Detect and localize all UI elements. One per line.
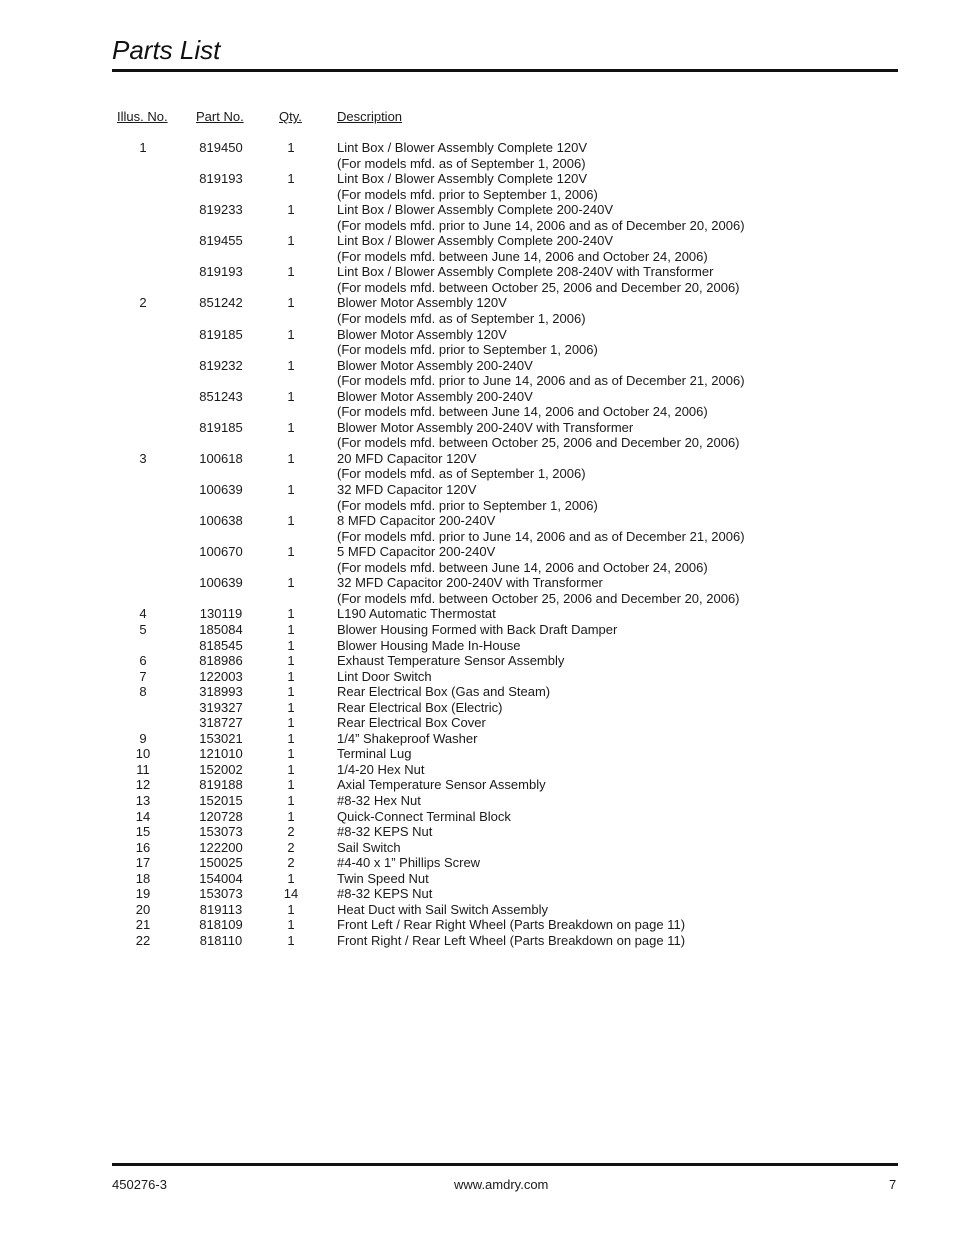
illus-no-cell: 7 [139,668,147,684]
table-row [112,451,812,482]
table-row [112,482,812,513]
part-no-cell: 818110 [199,932,243,948]
part-no-cell: 819193 [199,264,243,280]
description-cell [337,777,812,793]
description-line: 1/4-20 Hex Nut [337,761,425,777]
qty-cell: 1 [287,746,295,762]
qty-cell: 14 [283,886,299,902]
qty-cell: 2 [287,855,295,871]
illus-no-cell: 19 [135,886,151,902]
description-cell [337,638,812,654]
illus-no-cell: 6 [139,653,147,669]
qty-cell: 1 [287,870,295,886]
qty-cell: 1 [287,482,295,498]
part-no-cell: 153073 [199,824,243,840]
description-note: (For models mfd. between October 25, 2006 and December 20, 2006) [337,590,740,606]
qty-cell: 1 [287,932,295,948]
part-no-cell: 153021 [199,730,243,746]
illus-no-cell: 2 [139,295,147,311]
part-no-cell: 100638 [199,513,243,529]
description-cell [337,902,812,918]
description-cell [337,327,812,358]
description-note: (For models mfd. as of September 1, 2006) [337,466,586,482]
description-cell [337,824,812,840]
description-line: Lint Box / Blower Assembly Complete 120V [337,140,588,155]
part-no-cell: 185084 [199,621,243,637]
description-cell [337,264,812,295]
qty-cell: 1 [287,792,295,808]
qty-cell: 1 [287,326,295,342]
illus-no-cell: 10 [135,746,151,762]
description-cell [337,840,812,856]
illus-no-cell: 12 [135,777,151,793]
illus-no-cell: 15 [135,824,151,840]
part-no-cell: 819455 [199,233,243,249]
table-row [112,420,812,451]
description-line: Axial Temperature Sensor Assembly [337,777,546,793]
description-line: Blower Motor Assembly 200-240V [337,357,533,373]
description-line: Blower Housing Formed with Back Draft Damper [337,621,618,637]
description-line: L190 Automatic Thermostat [337,606,496,622]
table-row [112,622,812,638]
description-cell [337,653,812,669]
description-line: 20 MFD Capacitor 120V [337,450,477,466]
table-row [112,264,812,295]
illus-no-cell: 13 [135,792,151,808]
description-cell [337,482,812,513]
description-line: Lint Box / Blower Assembly Complete 200-240V [337,233,614,249]
description-cell [337,606,812,622]
description-cell [337,575,812,606]
qty-cell: 1 [287,606,295,622]
qty-cell: 1 [287,295,295,311]
footer-page-number: 7 [889,1177,897,1192]
table-header [112,109,812,125]
description-line: 8 MFD Capacitor 200-240V [337,513,496,529]
table-row [112,358,812,389]
part-no-cell: 819232 [199,357,243,373]
part-no-cell: 851242 [199,295,243,311]
description-cell [337,871,812,887]
table-row [112,917,812,933]
page-title: Parts List [112,35,221,65]
qty-cell: 1 [287,808,295,824]
illus-no-cell: 16 [135,839,151,855]
table-row [112,653,812,669]
description-line: Front Left / Rear Right Wheel (Parts Breakdown on page 11) [337,917,686,933]
table-row [112,762,812,778]
description-note: (For models mfd. between October 25, 2006 and December 20, 2006) [337,279,740,295]
description-cell [337,171,812,202]
part-no-cell: 100639 [199,575,243,591]
part-no-cell: 100670 [199,544,243,560]
qty-cell: 1 [287,761,295,777]
part-no-cell: 851243 [199,388,243,404]
description-note: (For models mfd. prior to September 1, 2006) [337,342,598,358]
qty-cell: 1 [287,699,295,715]
part-no-cell: 152015 [199,792,243,808]
description-line: #8-32 KEPS Nut [337,886,433,902]
description-note: (For models mfd. as of September 1, 2006) [337,311,586,327]
description-cell [337,544,812,575]
description-line: Rear Electrical Box Cover [337,715,486,731]
description-note: (For models mfd. prior to June 14, 2006 and as of December 21, 2006) [337,528,745,544]
part-no-cell: 819193 [199,171,243,187]
table-row [112,809,812,825]
qty-cell: 1 [287,450,295,466]
description-cell [337,669,812,685]
description-cell [337,855,812,871]
illus-no-cell: 8 [139,684,147,700]
table-row [112,171,812,202]
description-note: (For models mfd. between October 25, 2006 and December 20, 2006) [337,435,740,451]
illus-no-cell: 1 [139,140,147,155]
illus-no-cell: 17 [135,855,151,871]
part-no-cell: 819185 [199,419,243,435]
qty-cell: 1 [287,140,295,155]
qty-cell: 1 [287,668,295,684]
header-description: Description [337,109,403,124]
description-line: Lint Box / Blower Assembly Complete 200-240V [337,202,614,218]
description-note: (For models mfd. as of September 1, 2006) [337,155,586,171]
part-no-cell: 318727 [199,715,243,731]
description-cell [337,389,812,420]
table-row [112,140,812,171]
table-row [112,389,812,420]
description-cell [337,684,812,700]
qty-cell: 1 [287,544,295,560]
description-line: #8-32 Hex Nut [337,792,421,808]
table-row [112,295,812,326]
description-cell [337,140,812,171]
parts-table [112,109,812,948]
description-cell [337,233,812,264]
qty-cell: 1 [287,715,295,731]
part-no-cell: 818109 [199,917,243,933]
illus-no-cell: 20 [135,901,151,917]
qty-cell: 1 [287,233,295,249]
table-row [112,886,812,902]
description-cell [337,358,812,389]
qty-cell: 1 [287,917,295,933]
qty-cell: 1 [287,419,295,435]
part-no-cell: 319327 [199,699,243,715]
description-line: Blower Motor Assembly 120V [337,295,507,311]
footer-rule [112,1163,898,1166]
qty-cell: 1 [287,575,295,591]
header-illus-no: Illus. No. [117,109,168,124]
description-line: Blower Motor Assembly 120V [337,326,507,342]
part-no-cell: 819185 [199,326,243,342]
part-no-cell: 122200 [199,839,243,855]
description-line: #8-32 KEPS Nut [337,824,433,840]
description-note: (For models mfd. between June 14, 2006 and October 24, 2006) [337,559,708,575]
part-no-cell: 819113 [199,901,243,917]
table-row [112,606,812,622]
qty-cell: 1 [287,777,295,793]
qty-cell: 2 [287,839,295,855]
description-line: Heat Duct with Sail Switch Assembly [337,901,548,917]
qty-cell: 1 [287,637,295,653]
table-row [112,933,812,949]
table-row [112,715,812,731]
qty-cell: 1 [287,684,295,700]
table-row [112,669,812,685]
table-row [112,327,812,358]
table-row [112,746,812,762]
qty-cell: 1 [287,357,295,373]
description-line: Rear Electrical Box (Gas and Steam) [337,684,551,700]
illus-no-cell: 9 [139,730,147,746]
description-cell [337,809,812,825]
description-cell [337,933,812,949]
description-cell [337,762,812,778]
description-line: Rear Electrical Box (Electric) [337,699,503,715]
description-line: Twin Speed Nut [337,870,429,886]
description-cell [337,295,812,326]
table-row [112,824,812,840]
description-cell [337,793,812,809]
part-no-cell: 819233 [199,202,243,218]
description-line: Lint Box / Blower Assembly Complete 120V [337,171,588,187]
description-line: 5 MFD Capacitor 200-240V [337,544,496,560]
illus-no-cell: 21 [135,917,151,933]
table-row [112,777,812,793]
qty-cell: 1 [287,901,295,917]
description-line: Lint Door Switch [337,668,432,684]
description-cell [337,746,812,762]
header-qty: Qty. [279,109,302,124]
description-note: (For models mfd. between June 14, 2006 and October 24, 2006) [337,248,708,264]
description-cell [337,451,812,482]
description-cell [337,622,812,638]
description-note: (For models mfd. prior to June 14, 2006 and as of December 20, 2006) [337,217,745,233]
part-no-cell: 120728 [199,808,243,824]
table-row [112,202,812,233]
part-no-cell: 130119 [199,606,243,622]
table-row [112,544,812,575]
qty-cell: 1 [287,730,295,746]
description-cell [337,917,812,933]
qty-cell: 1 [287,202,295,218]
description-cell [337,886,812,902]
table-row [112,731,812,747]
part-no-cell: 818545 [199,637,243,653]
description-line: Front Right / Rear Left Wheel (Parts Breakdown on page 11) [337,932,686,948]
part-no-cell: 154004 [199,870,243,886]
description-line: Blower Housing Made In-House [337,637,521,653]
table-row [112,700,812,716]
part-no-cell: 122003 [199,668,243,684]
table-row [112,513,812,544]
description-line: Sail Switch [337,839,401,855]
table-body [112,140,812,948]
description-note: (For models mfd. prior to September 1, 2006) [337,186,598,202]
description-cell [337,731,812,747]
table-row [112,684,812,700]
part-no-cell: 152002 [199,761,243,777]
description-note: (For models mfd. between June 14, 2006 and October 24, 2006) [337,404,708,420]
description-line: #4-40 x 1” Phillips Screw [337,855,481,871]
illus-no-cell: 11 [136,761,150,777]
table-row [112,855,812,871]
table-row [112,871,812,887]
part-no-cell: 121010 [199,746,243,762]
part-no-cell: 818986 [199,653,243,669]
description-cell [337,715,812,731]
description-line: Terminal Lug [337,746,412,762]
part-no-cell: 150025 [199,855,243,871]
table-row [112,233,812,264]
table-row [112,840,812,856]
description-note: (For models mfd. prior to September 1, 2006) [337,497,598,513]
description-line: Quick-Connect Terminal Block [337,808,511,824]
footer-doc-number: 450276-3 [112,1177,167,1192]
qty-cell: 1 [287,171,295,187]
part-no-cell: 819450 [199,140,243,155]
table-row [112,638,812,654]
description-line: 1/4” Shakeproof Washer [337,730,478,746]
illus-no-cell: 14 [135,808,151,824]
part-no-cell: 153073 [199,886,243,902]
description-note: (For models mfd. prior to June 14, 2006 and as of December 21, 2006) [337,373,745,389]
part-no-cell: 100639 [199,482,243,498]
description-line: 32 MFD Capacitor 120V [337,482,477,498]
illus-no-cell: 3 [139,450,147,466]
illus-no-cell: 4 [139,606,147,622]
qty-cell: 1 [287,621,295,637]
table-row [112,793,812,809]
qty-cell: 1 [287,388,295,404]
qty-cell: 1 [287,653,295,669]
description-cell [337,700,812,716]
footer-url: www.amdry.com [454,1177,549,1192]
description-cell [337,420,812,451]
illus-no-cell: 22 [135,932,151,948]
part-no-cell: 318993 [199,684,243,700]
qty-cell: 1 [287,513,295,529]
header-rule [112,69,898,72]
part-no-cell: 819188 [199,777,243,793]
qty-cell: 1 [287,264,295,280]
description-line: Lint Box / Blower Assembly Complete 208-240V with Transformer [337,264,714,280]
illus-no-cell: 5 [139,621,147,637]
description-line: Exhaust Temperature Sensor Assembly [337,653,565,669]
description-line: Blower Motor Assembly 200-240V with Transformer [337,419,634,435]
description-line: Blower Motor Assembly 200-240V [337,388,533,404]
description-cell [337,202,812,233]
description-cell [337,513,812,544]
qty-cell: 2 [287,824,295,840]
header-part-no: Part No. [196,109,244,124]
description-line: 32 MFD Capacitor 200-240V with Transformer [337,575,603,591]
table-row [112,575,812,606]
table-row [112,902,812,918]
illus-no-cell: 18 [135,870,151,886]
part-no-cell: 100618 [199,450,243,466]
